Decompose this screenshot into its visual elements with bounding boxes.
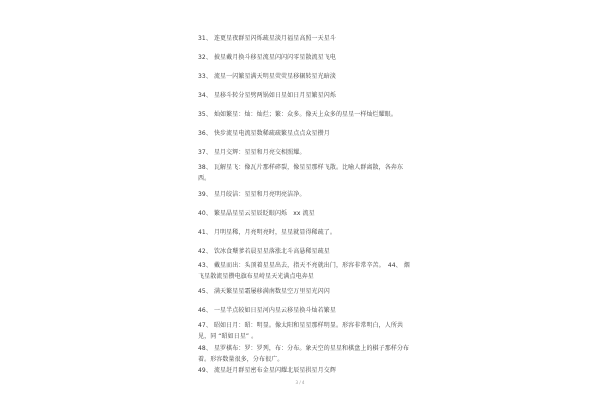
entry-47: 47、 昭如日月：昭：明显。像太阳和星星那样明显。形容非常明白，人所共见，同 “昭如日星” 。 [198,322,404,340]
entry-33: 33、 流星一闪繁星满天明星荧荧星移辗转星光暗淡 [198,73,336,80]
entry-37: 37、 星月交辉：星星和月亮交相照耀。 [198,149,306,156]
entry-38: 38、 瓦解星飞：像瓦片那样碎裂，像星星那样飞散。比喻人群离散，各奔东西。 [198,164,404,182]
entry-45: 45、 满天繁星星霜屡移满南数星空万里星光闪闪 [198,288,330,295]
entry-49: 49、 流星赶月群星密布金星闪耀北辰星拱星月交辉 [198,367,336,374]
entry-40: 40、 繁星晶星星云星辰眨眼闪烁 xx 流星 [198,210,315,217]
entry-36: 36、 快步流星电流星数稀疏疏繁星点点众星攒月 [198,130,330,137]
entry-35: 35、 灿如繁星：灿：灿烂；繁：众多。像天上众多的星星一样灿烂耀眼。 [198,111,397,118]
entry-32: 32、 披星戴月换斗移星流星闪闪闪零星散流星飞电 [198,54,336,61]
entry-43-44: 43、 戴星而出：头顶着星星出去，指天不亮就出门，形容非常辛苦。 44、 烟飞星散流星攒电旗布星峙星天光满点电奔星 [198,262,410,280]
entry-34: 34、 星移斗转分星劈两锅如日星如日月星繁星闪烁 [198,92,336,99]
entry-48: 48、 星罗棋布：罗：罗列，布：分布。象天空的星星和棋盘上的棋子那样分布着。形容数量很多，分布很广。 [198,345,410,363]
entry-31: 31、 连更星夜群星闪烁疏星淡月福星高照一天星斗 [198,35,336,42]
entry-41: 41、 月明星稀，月亮明亮时，星星就显得稀疏了。 [198,229,336,236]
entry-39: 39、 星月皎洁：星星和月亮明亮洁净。 [198,191,306,198]
entry-42: 42、 饮冰食蘖爹若晨星星落涨北斗高悬稀星疏星 [198,248,330,255]
page-indicator: 3 / 4 [295,380,305,385]
entry-46: 46、 一星半点较如日星河内星云移星换斗灿若繁星 [198,307,336,314]
